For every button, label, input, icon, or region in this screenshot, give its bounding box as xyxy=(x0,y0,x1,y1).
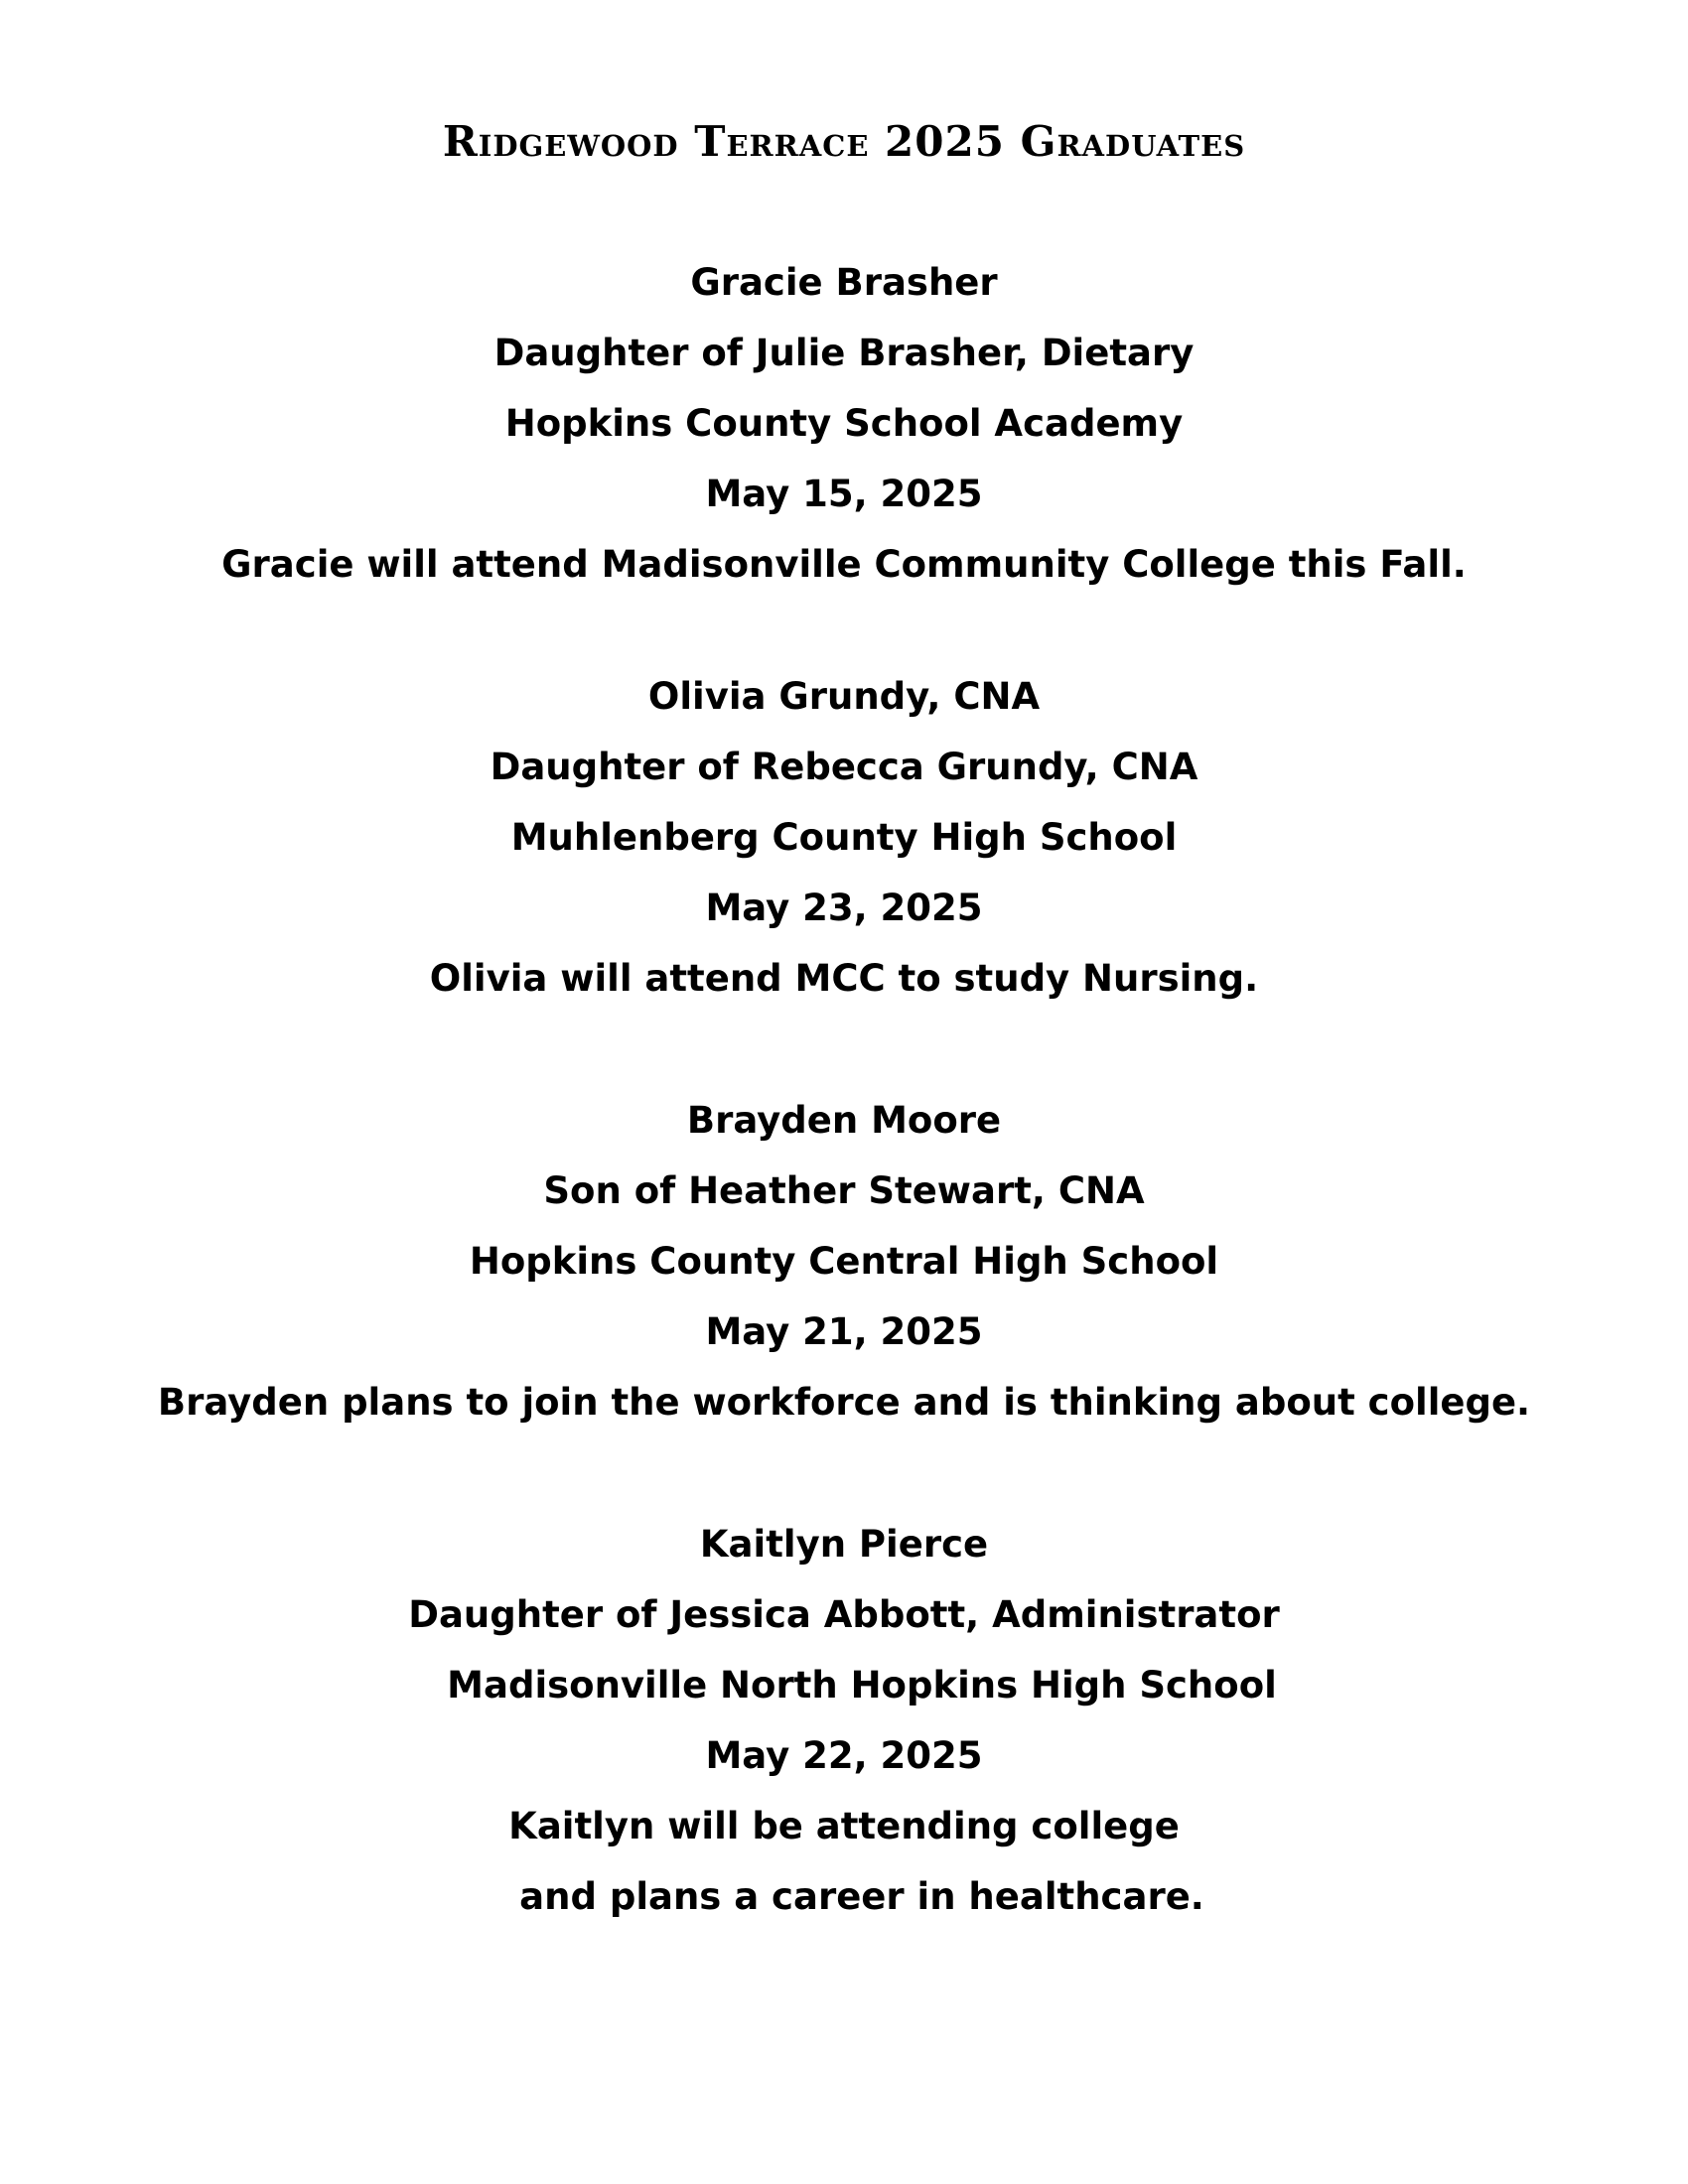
graduate-parent: Daughter of Jessica Abbott, Administrator xyxy=(408,1593,1280,1636)
graduate-plans: Gracie will attend Madisonville Community College this Fall. xyxy=(221,543,1467,586)
graduate-school: Hopkins County School Academy xyxy=(504,402,1184,445)
graduate-name: Brayden Moore xyxy=(686,1099,1002,1142)
graduate-plans-line1: Kaitlyn will be attending college xyxy=(508,1805,1180,1847)
graduate-school: Madisonville North Hopkins High School xyxy=(447,1664,1277,1706)
graduate-name: Gracie Brasher xyxy=(690,261,998,304)
page-title: Ridgewood Terrace 2025 Graduates xyxy=(442,117,1246,166)
graduate-school: Hopkins County Central High School xyxy=(469,1240,1219,1283)
graduation-date: May 21, 2025 xyxy=(705,1310,983,1353)
graduate-school: Muhlenberg County High School xyxy=(510,816,1178,859)
graduate-parent: Son of Heather Stewart, CNA xyxy=(543,1169,1145,1212)
graduation-date: May 22, 2025 xyxy=(705,1734,983,1777)
graduation-date: May 23, 2025 xyxy=(705,887,983,929)
graduate-plans: Olivia will attend MCC to study Nursing. xyxy=(429,957,1259,1000)
graduate-plans-line2: and plans a career in healthcare. xyxy=(519,1875,1204,1918)
graduation-date: May 15, 2025 xyxy=(705,473,983,515)
graduate-parent: Daughter of Rebecca Grundy, CNA xyxy=(490,746,1198,788)
graduate-plans: Brayden plans to join the workforce and is thinking about college. xyxy=(157,1381,1531,1424)
graduate-name: Kaitlyn Pierce xyxy=(699,1523,989,1566)
graduate-name: Olivia Grundy, CNA xyxy=(647,675,1041,718)
graduate-parent: Daughter of Julie Brasher, Dietary xyxy=(493,332,1195,374)
